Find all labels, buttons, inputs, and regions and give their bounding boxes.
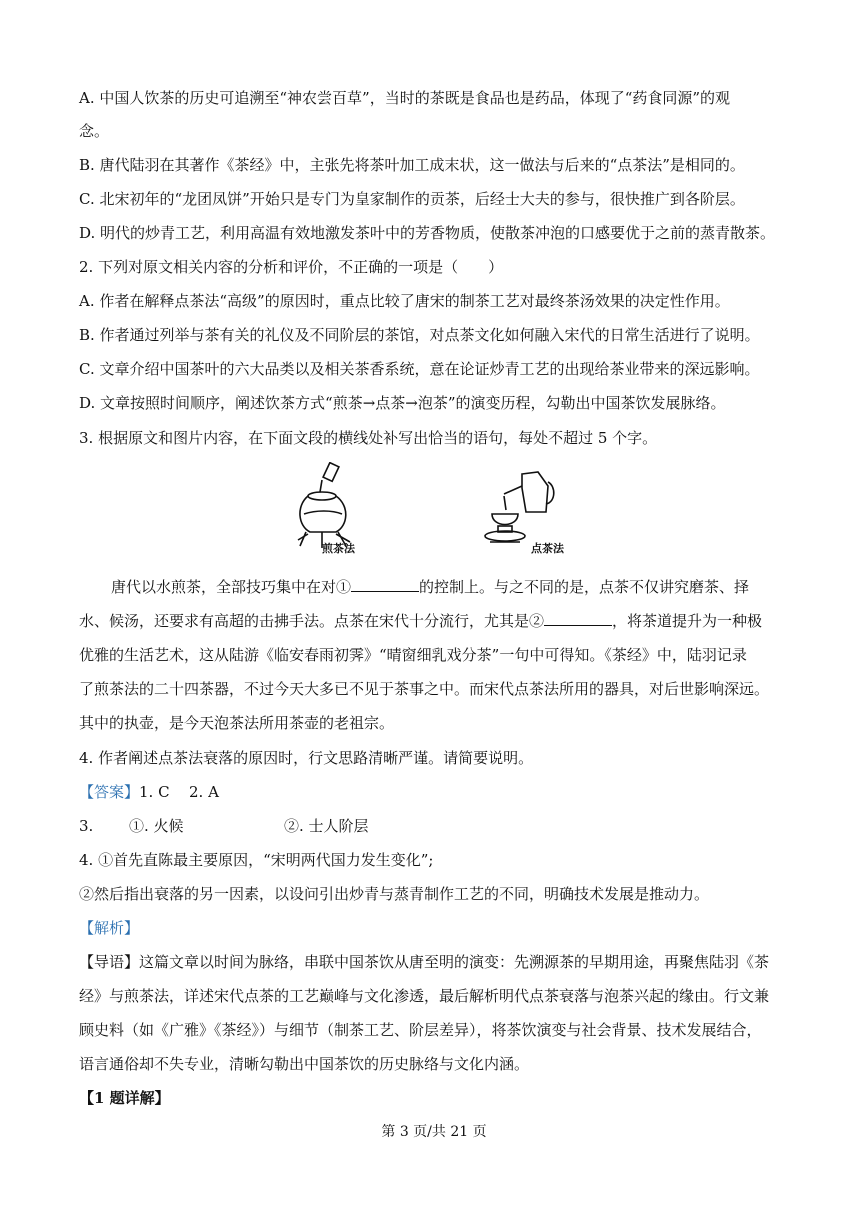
guide-line-2: 经》与煎茶法，详述宋代点茶的工艺巅峰与文化渗透，最后解析明代点茶衰落与泡茶兴起的缘由。行文兼 xyxy=(79,987,770,1005)
q4-stem: 4. 作者阐述点茶法衰落的原因时，行文思路清晰严谨。请简要说明。 xyxy=(79,749,534,767)
answer-blank-2 xyxy=(544,611,612,626)
answer-q4-line-1: 4. ①首先直陈最主要原因，“宋明两代国力发生变化”; xyxy=(79,851,434,869)
q2-stem: 2. 下列对原文相关内容的分析和评价，不正确的一项是（ ） xyxy=(79,258,504,276)
q1-option-b: B. 唐代陆羽在其著作《茶经》中，主张先将茶叶加工成末状，这一做法与后来的“点茶法”是相同的。 xyxy=(79,156,745,174)
passage-text: 唐代以水煎茶，全部技巧集中在对① xyxy=(111,578,352,596)
passage-line-1 xyxy=(111,577,749,597)
figure-caption-jiancha: 煎茶法 xyxy=(322,542,355,555)
answer-q4-line-2: ②然后指出衰落的另一因素，以设问引出炒青与蒸青制作工艺的不同，明确技术发展是推动力。 xyxy=(79,885,710,903)
q2-option-b: B. 作者通过列举与茶有关的礼仪及不同阶层的茶馆，对点茶文化如何融入宋代的日常生活进行了说明。 xyxy=(79,326,760,344)
q2-option-a: A. 作者在解释点茶法“高级”的原因时，重点比较了唐宋的制茶工艺对最终茶汤效果的决定性作用。 xyxy=(79,292,730,310)
q1-option-d: D. 明代的炒青工艺，利用高温有效地激发茶叶中的芳香物质，使散茶冲泡的口感要优于之前的蒸青散茶。 xyxy=(79,224,776,242)
answer-q3-a2: ②. 士人阶层 xyxy=(284,817,369,835)
answer-line-1 xyxy=(79,782,219,802)
answer-q2: 2. A xyxy=(189,783,219,801)
answer-blank-1 xyxy=(351,577,419,592)
q2-option-c: C. 文章介绍中国茶叶的六大品类以及相关茶香系统，意在论证炒青工艺的出现给茶业带来的深远影响。 xyxy=(79,360,760,378)
passage-text: ，将茶道提升为一种极 xyxy=(612,612,763,630)
guide-line-3: 顾史料（如《广雅》《茶经》）与细节（制茶工艺、阶层差异），将茶饮演变与社会背景、技术发展结合， xyxy=(79,1021,762,1039)
figure-caption-diancha: 点茶法 xyxy=(531,542,564,555)
passage-text: 的控制上。与之不同的是，点茶不仅讲究磨茶、择 xyxy=(419,578,750,596)
guide-line-1: 【导语】这篇文章以时间为脉络，串联中国茶饮从唐至明的演变：先溯源茶的早期用途，再聚焦陆羽《茶 xyxy=(79,953,770,971)
analysis-label: 【解析】 xyxy=(79,919,140,937)
page-footer: 第 3 页/共 21 页 xyxy=(381,1124,487,1140)
passage-line-5: 其中的执壶，是今天泡茶法所用茶壶的老祖宗。 xyxy=(79,714,395,732)
answer-q1: 1. C xyxy=(139,783,170,801)
q1-option-a-cont: 念。 xyxy=(79,122,110,140)
guide-line-4: 语言通俗却不失专业，清晰勾勒出中国茶饮的历史脉络与文化内涵。 xyxy=(79,1055,530,1073)
q1-option-c: C. 北宋初年的“龙团凤饼”开始只是专门为皇家制作的贡茶，后经士大夫的参与，很快推广到各阶层。 xyxy=(79,190,745,208)
answer-q3-a1: ①. 火候 xyxy=(129,817,184,835)
answer-q3-number: 3. xyxy=(79,817,94,835)
q1-option-a: A. 中国人饮茶的历史可追溯至“神农尝百草”，当时的茶既是食品也是药品，体现了“药食同源”的观 xyxy=(79,89,731,107)
answer-line-3 xyxy=(79,816,369,836)
q3-stem: 3. 根据原文和图片内容，在下面文段的横线处补写出恰当的语句，每处不超过 5 个字。 xyxy=(79,429,658,447)
passage-line-2 xyxy=(79,611,762,631)
q2-option-d: D. 文章按照时间顺序，阐述饮茶方式“煎茶→点茶→泡茶”的演变历程，勾勒出中国茶饮发展脉络。 xyxy=(79,394,726,412)
passage-line-4: 了煎茶法的二十四茶器，不过今天大多已不见于茶事之中。而宋代点茶法所用的器具，对后世影响深远。 xyxy=(79,680,770,698)
detail-heading: 【1 题详解】 xyxy=(79,1089,170,1107)
answer-label: 【答案】 xyxy=(79,783,140,801)
passage-line-3: 优雅的生活艺术，这从陆游《临安春雨初霁》“晴窗细乳戏分茶”一句中可得知。《茶经》中，陆羽记录 xyxy=(79,646,747,664)
passage-text: 水、候汤，还要求有高超的击拂手法。点茶在宋代十分流行，尤其是② xyxy=(79,612,545,630)
